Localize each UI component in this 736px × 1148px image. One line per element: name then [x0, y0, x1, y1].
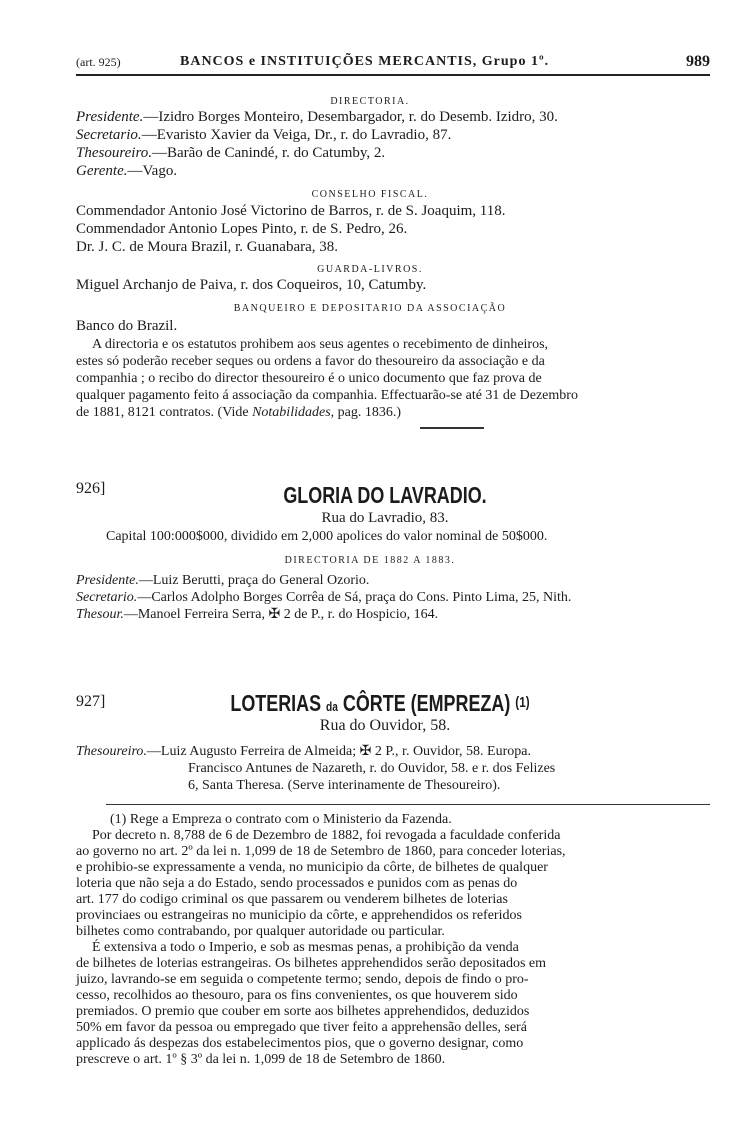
- role-label: Thesoureiro.: [76, 145, 152, 161]
- board-entry: —Vago.: [127, 163, 178, 179]
- conselho-heading: CONSELHO FISCAL.: [311, 189, 429, 200]
- conselho-member: Commendador Antonio José Victorino de Barros, r. de S. Joaquim, 118.: [76, 203, 506, 219]
- footnote-line: provinciaes ou estrangeiras no municipio da côrte, e apprehendidos os referidos: [76, 908, 522, 923]
- thesoureiro-927-line3: 6, Santa Theresa. (Serve interinamente de Thesoureiro).: [188, 778, 501, 793]
- footnote-line: loteria que não seja a do Estado, sendo processados e punidos com as penas do: [76, 876, 518, 891]
- role-label: Presidente.: [76, 109, 144, 125]
- conselho-member: Dr. J. C. de Moura Brazil, r. Guanabara, 38.: [76, 239, 339, 255]
- role-label: Presidente.: [76, 573, 139, 588]
- footnote-line: É extensiva a todo o Imperio, e sob as mesmas penas, a prohibição da venda: [92, 940, 519, 955]
- thesoureiro-927-line1: [76, 743, 531, 760]
- guarda-livros-heading: GUARDA-LIVROS.: [317, 264, 423, 275]
- guarda-livros-entry: Miguel Archanjo de Paiva, r. dos Coqueiros, 10, Catumby.: [76, 277, 427, 293]
- footnote-line: Por decreto n. 8,788 de 6 de Dezembro de 1882, foi revogada a faculdade conferida: [92, 828, 561, 843]
- footnote-rule: [106, 804, 710, 805]
- address-926: Rua do Lavradio, 83.: [321, 510, 449, 526]
- article-number-927: [76, 693, 105, 711]
- board-926-presidente: [76, 572, 369, 589]
- running-header: [76, 52, 710, 76]
- footnote-line: art. 177 do codigo criminal os que passarem ou venderem bilhetes de loterias: [76, 892, 508, 907]
- title-loterias-a: LOTERIAS: [230, 690, 322, 716]
- footnote-line: 50% em favor da pessoa ou empregado que tiver feito a apprehensão delles, será: [76, 1020, 527, 1035]
- directoria-926-heading: DIRECTORIA DE 1882 A 1883.: [284, 555, 456, 566]
- conselho-member: Commendador Antonio Lopes Pinto, r. de S. Pedro, 26.: [76, 221, 408, 237]
- paragraph-line: qualquer pagamento feito á associação da companhia. Effectuarão-se até 31 de Dezembro: [76, 388, 578, 403]
- board-entry: —Carlos Adolpho Borges Corrêa de Sá, praça do Cons. Pinto Lima, 25, Nith.: [137, 590, 572, 605]
- footnote-marker: (1): [515, 694, 530, 711]
- paragraph-line: estes só poderão receber seques ou ordens a favor do thesoureiro da associação e da: [76, 354, 545, 369]
- footnote-line: ao governo no art. 2º da lei n. 1,099 de 18 de Setembro de 1860, para conceder loterias,: [76, 844, 566, 859]
- board-row-presidente: [76, 109, 558, 126]
- board-926-secretario: [76, 589, 571, 606]
- board-row-thesoureiro: [76, 145, 385, 162]
- thesoureiro-927-line2: Francisco Antunes de Nazareth, r. do Ouvidor, 58. e r. dos Felizes: [188, 761, 556, 776]
- article-number-926: 926]: [76, 480, 106, 497]
- footnote-line: premiados. O premio que couber em sorte aos bilhetes apprehendidos, deduzidos: [76, 1004, 530, 1019]
- footnote-line: prescreve o art. 1º § 3º da lei n. 1,099 de 18 de Setembro de 1860.: [76, 1052, 446, 1067]
- footnote-line: applicado ás despezas dos estabelecimentos pios, que o governo designar, como: [76, 1036, 524, 1051]
- footnote-line: (1) Rege a Empreza o contrato com o Ministerio da Fazenda.: [110, 812, 452, 827]
- section-divider: [420, 427, 484, 429]
- board-926-thesour: [76, 606, 438, 623]
- title-loterias: [216, 690, 544, 720]
- article-number-927-text: 927]: [76, 693, 106, 710]
- title-gloria-do-lavradio: GLORIA DO LAVRADIO.: [283, 482, 487, 508]
- directoria-heading: DIRECTORIA.: [330, 96, 410, 107]
- role-label: Thesour.: [76, 607, 124, 622]
- board-entry: —Evaristo Xavier da Veiga, Dr., r. do Lavradio, 87.: [141, 127, 452, 143]
- board-row-secretario: [76, 127, 451, 144]
- board-entry: —Barão de Canindé, r. do Catumby, 2.: [151, 145, 386, 161]
- page-number: 989: [686, 53, 710, 70]
- banqueiro-entry: Banco do Brazil.: [76, 318, 178, 334]
- title-loterias-da: da: [326, 699, 338, 714]
- thesoureiro-entry: —Luiz Augusto Ferreira de Almeida; ✠ 2 P., r. Ouvidor, 58. Europa.: [146, 744, 531, 759]
- capital-926: Capital 100:000$000, dividido em 2,000 apolices do valor nominal de 50$000.: [106, 529, 548, 544]
- role-label: Secretario.: [76, 590, 138, 605]
- board-entry: —Luiz Berutti, praça do General Ozorio.: [138, 573, 370, 588]
- footnote-line: de bilhetes de loterias estrangeiras. Os bilhetes apprehendidos serão depositados em: [76, 956, 547, 971]
- role-label: Gerente.: [76, 163, 128, 179]
- paragraph-line: companhia ; o recibo do director thesoureiro é o unico documento que faz prova de: [76, 371, 542, 386]
- footnote-line: juizo, lavrando-se em seguida o competente termo; sendo, depois de findo o pro-: [76, 972, 529, 987]
- board-row-gerente: [76, 163, 177, 180]
- vide-reference: Notabilidades: [252, 405, 331, 420]
- header-title: BANCOS e INSTITUIÇÕES MERCANTIS, Grupo 1º.: [180, 54, 550, 69]
- address-927: Rua do Ouvidor, 58.: [319, 717, 451, 734]
- title-loterias-b: CÔRTE (EMPREZA): [342, 690, 511, 716]
- paragraph-line: A directoria e os estatutos prohibem aos seus agentes o recebimento de dinheiros,: [92, 337, 549, 352]
- banqueiro-heading: BANQUEIRO E DEPOSITARIO DA ASSOCIAÇÃO: [233, 303, 507, 314]
- paragraph-last-line: [76, 404, 401, 421]
- header-article-range: (art. 925): [76, 55, 121, 69]
- footnote-line: e prohibio-se expressamente a venda, no municipio da côrte, de bilhetes de qualquer: [76, 860, 548, 875]
- footnote-line: cesso, recolhidos ao thesouro, para os fins convenientes, os que houverem sido: [76, 988, 518, 1003]
- paragraph-text: de 1881, 8121 contratos. (Vide: [76, 405, 253, 420]
- paragraph-tail: , pag. 1836.): [330, 405, 402, 420]
- board-entry: —Izidro Borges Monteiro, Desembargador, r. do Desemb. Izidro, 30.: [143, 109, 558, 125]
- board-entry: —Manoel Ferreira Serra, ✠ 2 de P., r. do Hospicio, 164.: [123, 607, 439, 622]
- role-label: Secretario.: [76, 127, 142, 143]
- footnote-line: bilhetes como contrabando, por qualquer autoridade ou particular.: [76, 924, 445, 939]
- role-label: Thesoureiro.: [76, 744, 147, 759]
